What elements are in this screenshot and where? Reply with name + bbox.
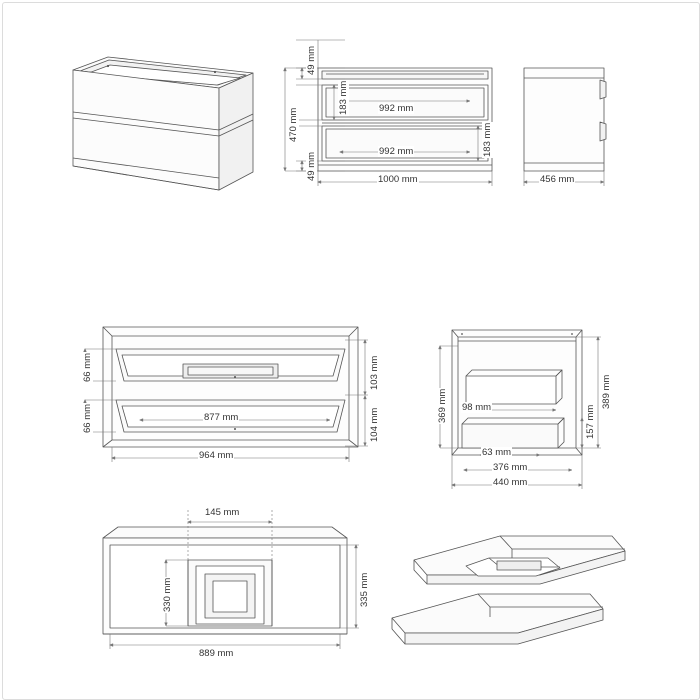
dim-top-drawer-lower-width: 992 mm	[379, 146, 414, 157]
view-side-elevation	[524, 68, 606, 171]
dim-total-height: 470 mm	[288, 107, 299, 142]
dim-plan-total-depth: 335 mm	[359, 572, 370, 607]
dim-carcass-width: 964 mm	[199, 450, 234, 461]
dim-side-mid-depth: 376 mm	[493, 462, 528, 473]
dim-drawer-upper-height-right: 103 mm	[369, 355, 380, 390]
dim-side-drawer-height: 157 mm	[585, 404, 596, 439]
view-exploded-drawers	[392, 536, 625, 644]
dim-side-top-depth: 98 mm	[462, 402, 492, 413]
dim-inner-width: 877 mm	[204, 412, 239, 423]
dim-total-width: 1000 mm	[378, 174, 418, 185]
dim-drawer-lower-height-right: 104 mm	[369, 407, 380, 442]
dim-plan-inner-width: 889 mm	[199, 648, 234, 659]
view-front-open-drawers	[103, 327, 358, 447]
dim-top-gap: 49 mm	[306, 45, 317, 75]
dim-side-bottom-depth: 63 mm	[482, 447, 512, 458]
view-perspective-closed	[73, 57, 253, 190]
dim-side-depth: 456 mm	[540, 174, 575, 185]
dim-top-gap-lower: 49 mm	[306, 151, 317, 181]
dim-drawer-lower-height-left: 66 mm	[82, 403, 93, 433]
dim-drawer-upper-height-left: 66 mm	[82, 352, 93, 382]
dim-side-outer-height: 389 mm	[601, 374, 612, 409]
dim-top-drawer-lower: 183 mm	[482, 122, 493, 157]
dim-top-drawer-upper: 183 mm	[338, 80, 349, 115]
view-top-plan	[103, 527, 347, 634]
dim-top-drawer-upper-width: 992 mm	[379, 103, 414, 114]
dim-side-total-depth: 440 mm	[493, 477, 528, 488]
dim-plan-cutout-width: 145 mm	[205, 507, 240, 518]
dim-plan-cutout-depth: 330 mm	[162, 577, 173, 612]
view-side-open-drawers	[452, 330, 582, 455]
dim-side-inner-height: 369 mm	[437, 388, 448, 423]
